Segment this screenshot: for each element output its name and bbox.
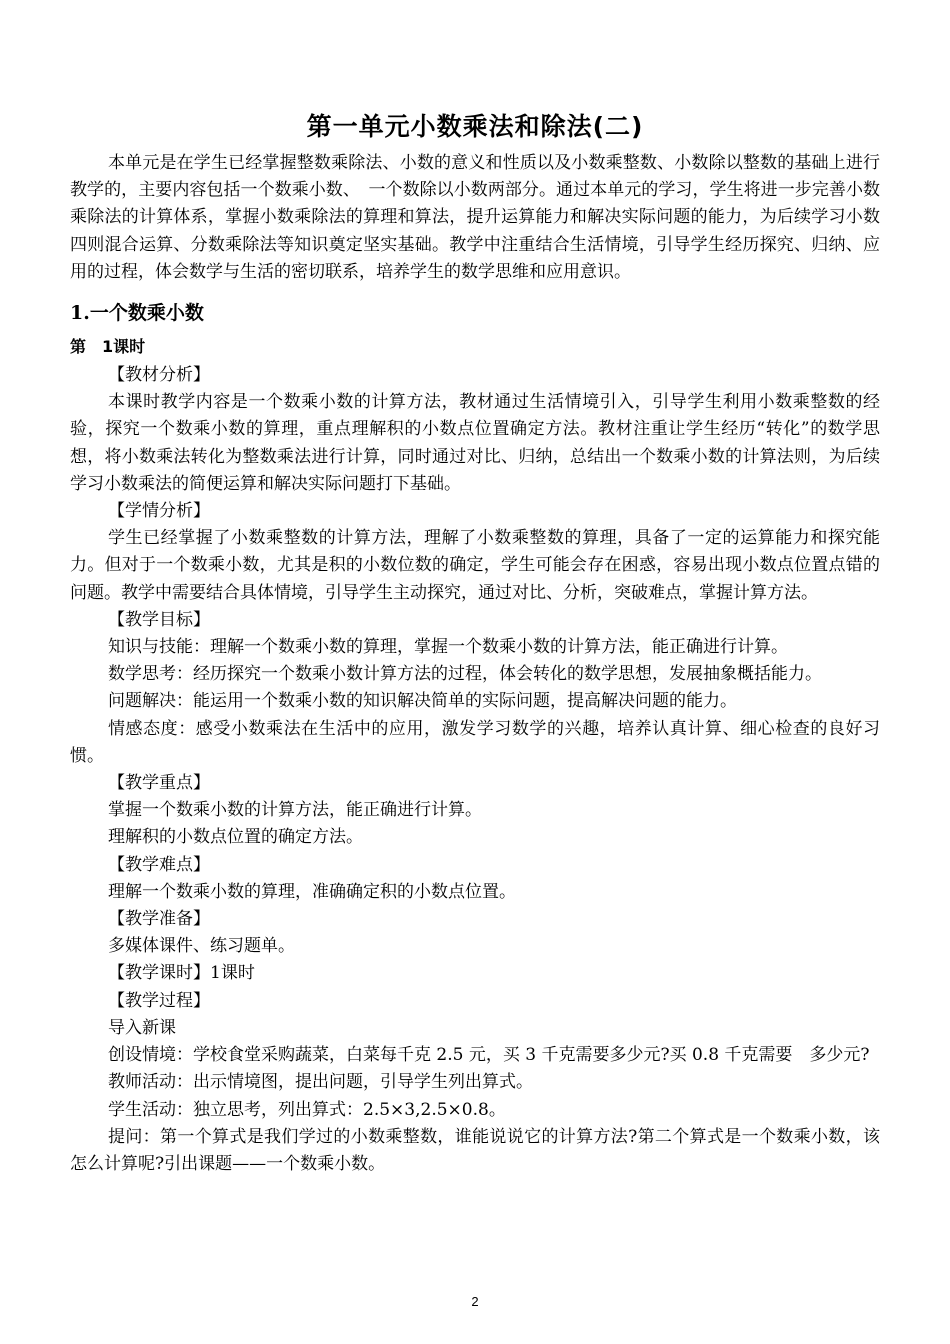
process-intro: 导入新课 [108, 1017, 176, 1038]
material-paragraph: 本课时教学内容是一个数乘小数的计算方法，教材通过生活情境引入，引导学生利用小数乘整数的经验，探究一个数乘小数的算理，重点理解积的小数点位置确定方法。教材注重让学生经历“转化”的数学思想，将小数乘法转化为整数乘法进行计算，同时通过对比、归纳，总结出一个数乘小数的计算法则，为后续学习小数乘法的简便运算和解决实际问题打下基础。 [70, 392, 880, 494]
difficulty-heading: 【教学难点】 [108, 854, 210, 875]
student-activity: 学生活动：独立思考，列出算式：2.5×3,2.5×0.8。 [108, 1099, 506, 1120]
lesson-title: 第 1课时 [70, 337, 146, 357]
teacher-activity: 教师活动：出示情境图，提出问题，引导学生列出算式。 [108, 1072, 533, 1093]
document-body [70, 150, 880, 1178]
key-point-2: 理解积的小数点位置的确定方法。 [108, 827, 363, 848]
scenario-paragraph: 创设情境：学校食堂采购蔬菜，白菜每千克 2.5 元，买 3 千克需要多少元?买 0.8 千克需要 多少元? [108, 1045, 870, 1066]
key-point-1: 掌握一个数乘小数的计算方法，能正确进行计算。 [108, 800, 482, 821]
goals-heading: 【教学目标】 [108, 609, 210, 630]
goal-emotion: 情感态度：感受小数乘法在生活中的应用，激发学习数学的兴趣，培养认真计算、细心检查的良好习惯。 [70, 718, 880, 766]
goal-thinking: 数学思考：经历探究一个数乘小数计算方法的过程，体会转化的数学思想，发展抽象概括能力。 [108, 664, 822, 685]
hours-line: 【教学课时】1课时 [108, 963, 255, 984]
intro-paragraph: 本单元是在学生已经掌握整数乘除法、小数的意义和性质以及小数乘整数、小数除以整数的基础上进行教学的，主要内容包括一个数乘小数、 一个数除以小数两部分。通过本单元的学习，学生将进一步完善小数乘除法的计算体系，掌握小数乘除法的算理和算法，提升运算能力和解决实际问题的能力，为后续学习小数四则混合运算、分数乘除法等知识奠定坚实基础。教学中注重结合生活情境，引导学生经历探究、归纳、应用的过程，体会数学与生活的密切联系，培养学生的数学思维和应用意识。 [70, 153, 880, 282]
key-heading: 【教学重点】 [108, 773, 210, 794]
student-paragraph: 学生已经掌握了小数乘整数的计算方法，理解了小数乘整数的算理，具备了一定的运算能力和探究能力。但对于一个数乘小数，尤其是积的小数位数的确定，学生可能会存在困惑，容易出现小数点位置点错的问题。教学中需要结合具体情境，引导学生主动探究，通过对比、分析，突破难点，掌握计算方法。 [70, 528, 880, 603]
page-number: 2 [471, 1294, 479, 1309]
goal-knowledge: 知识与技能：理解一个数乘小数的算理，掌握一个数乘小数的计算方法，能正确进行计算。 [108, 637, 788, 658]
material-heading: 【教材分析】 [108, 365, 210, 386]
page-title: 第一单元小数乘法和除法(二) [306, 112, 644, 141]
prep-heading: 【教学准备】 [108, 909, 210, 930]
difficulty-text: 理解一个数乘小数的算理，准确确定积的小数点位置。 [108, 881, 516, 902]
student-heading: 【学情分析】 [108, 501, 210, 522]
question-paragraph: 提问：第一个算式是我们学过的小数乘整数，谁能说说它的计算方法?第二个算式是一个数乘小数，该怎么计算呢?引出课题——一个数乘小数。 [70, 1126, 880, 1174]
process-heading: 【教学过程】 [108, 990, 210, 1011]
goal-problem: 问题解决：能运用一个数乘小数的知识解决简单的实际问题，提高解决问题的能力。 [108, 691, 737, 712]
section-title: 1.一个数乘小数 [70, 302, 204, 325]
prep-text: 多媒体课件、练习题单。 [108, 936, 295, 957]
